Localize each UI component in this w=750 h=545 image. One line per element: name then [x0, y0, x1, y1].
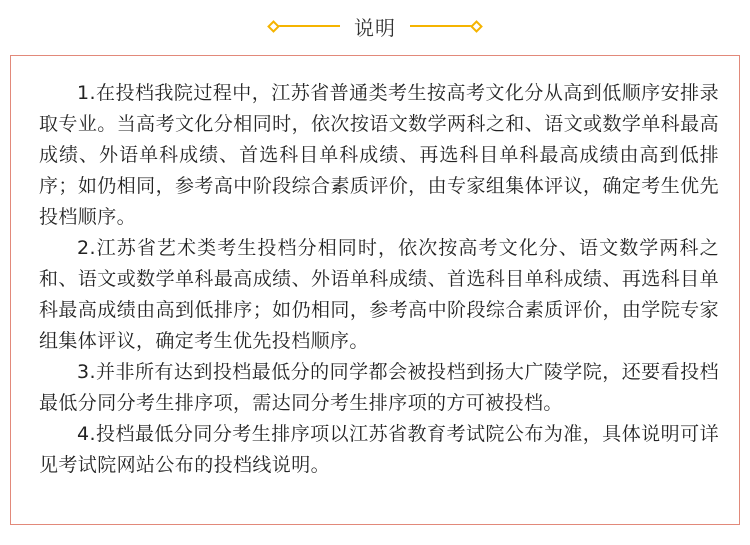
notice-paragraph-3: 3.并非所有达到投档最低分的同学都会被投档到扬大广陵学院，还要看投档最低分同分考生排序项，需达同分考生排序项的方可被投档。	[39, 361, 719, 414]
left-diamond-icon	[267, 20, 280, 33]
section-title: 说明	[354, 15, 396, 40]
right-divider-line	[410, 25, 472, 27]
section-header	[0, 8, 750, 44]
notice-paragraph-1: 1.在投档我院过程中，江苏省普通类考生按高考文化分从高到低顺序安排录取专业。当高考文化分相同时，依次按语文数学两科之和、语文或数学单科最高成绩、外语单科成绩、首选科目单科成绩、再选科目单科最高成绩由高到低排序；如仍相同，参考高中阶段综合素质评价，由专家组集体评议，确定考生优先投档顺序。	[39, 82, 719, 228]
left-decoration	[269, 22, 340, 31]
notice-paragraph-4: 4.投档最低分同分考生排序项以江苏省教育考试院公布为准，具体说明可详见考试院网站公布的投档线说明。	[39, 423, 719, 476]
notice-paragraph-2: 2.江苏省艺术类考生投档分相同时，依次按高考文化分、语文数学两科之和、语文或数学单科最高成绩、外语单科成绩、首选科目单科成绩、再选科目单科最高成绩由高到低排序；如仍相同，参考高中阶段综合素质评价，由学院专家组集体评议，确定考生优先投档顺序。	[39, 237, 719, 352]
right-diamond-icon	[470, 20, 483, 33]
right-decoration	[410, 22, 481, 31]
notice-box	[10, 55, 740, 525]
left-divider-line	[278, 25, 340, 27]
